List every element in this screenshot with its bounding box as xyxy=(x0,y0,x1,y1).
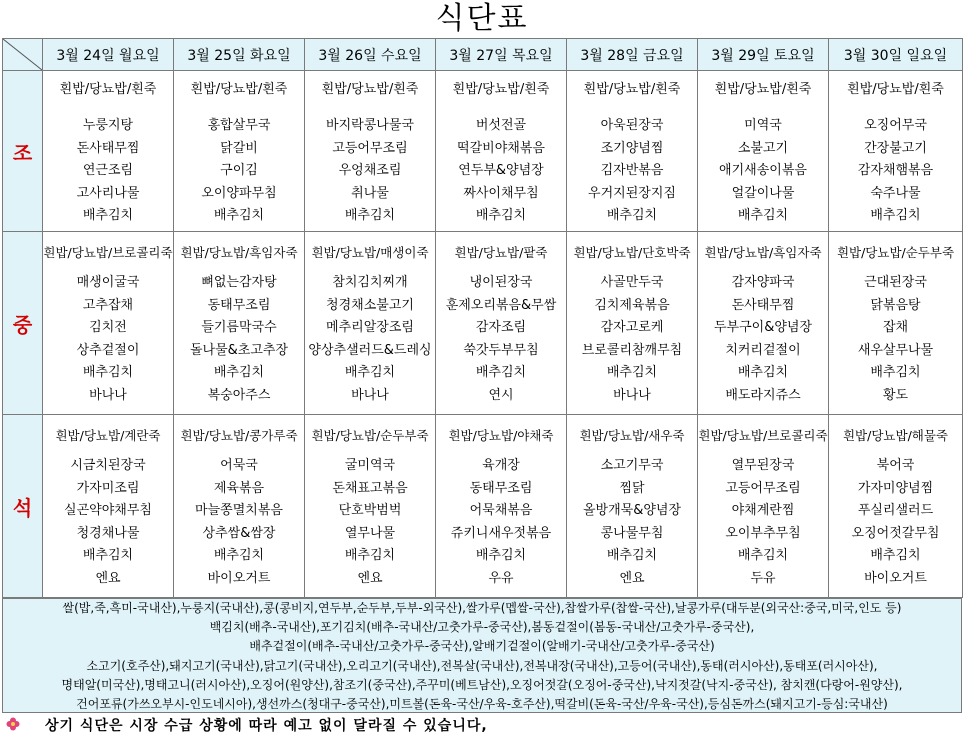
menu-item: 쥬키니새우젓볶음 xyxy=(450,525,552,541)
menu-item: 구이김 xyxy=(220,163,258,178)
menu-item: 시금치된장국 xyxy=(70,458,146,473)
origin-line: 소고기(호주산),돼지고기(국내산),닭고기(국내산),오리고기(국내산),전복살(국내산),전복내장(국내산),고등어(국내산),동태(러시아산),동태포(러시아산), xyxy=(86,658,878,673)
menu-item: 상추겉절이 xyxy=(76,342,140,358)
menu-cell xyxy=(305,415,436,598)
menu-item: 뼈없는감자탕 xyxy=(201,275,277,290)
menu-item: 김자반볶음 xyxy=(600,163,664,178)
menu-item: 배추김치 xyxy=(344,548,396,563)
origin-line: 백김치(배추-국내산),포기김치(배추-국내산/고춧가루-중국산),봄동겉절이(봄동-국내산/고춧가루-중국산), xyxy=(209,620,755,635)
menu-item: 엔요 xyxy=(619,570,645,586)
menu-cell xyxy=(43,71,174,232)
day-header: 3월 25일 화요일 xyxy=(174,39,305,71)
menu-item: 배추김치 xyxy=(737,548,789,563)
day-header: 3월 28일 금요일 xyxy=(567,39,698,71)
menu-item: 연두부&양념장 xyxy=(458,163,544,178)
menu-item: 아욱된장국 xyxy=(600,118,664,133)
menu-item: 엔요 xyxy=(95,570,121,586)
rice-porridge-item: 흰밥/당뇨밥/흑임자죽 xyxy=(704,245,822,260)
menu-item: 소고기무국 xyxy=(600,458,664,473)
menu-item: 김치전 xyxy=(89,320,127,335)
menu-item: 동태무조림 xyxy=(469,480,533,496)
menu-item: 배추김치 xyxy=(870,208,921,223)
menu-item: 배추김치 xyxy=(213,208,265,223)
menu-item: 배추김치 xyxy=(82,208,134,223)
menu-item: 숙주나물 xyxy=(870,185,921,201)
menu-cell xyxy=(567,415,698,598)
menu-item: 돈사태무찜 xyxy=(76,140,140,156)
menu-item: 매생이굴국 xyxy=(76,275,140,290)
menu-item: 바이오거트 xyxy=(864,570,927,586)
menu-item: 들기름막국수 xyxy=(201,320,277,335)
menu-cell xyxy=(174,232,305,415)
menu-item: 닭볶음탕 xyxy=(870,297,921,313)
meal-label: 조 xyxy=(3,71,43,232)
menu-item: 바지락콩나물국 xyxy=(326,118,414,133)
rice-porridge-item: 흰밥/당뇨밥/단호박죽 xyxy=(573,245,691,260)
menu-item: 훈제오리볶음&무쌈 xyxy=(445,297,557,313)
menu-item: 배추김치 xyxy=(870,365,921,380)
menu-cell xyxy=(43,232,174,415)
menu-item: 감자채햄볶음 xyxy=(857,163,934,178)
menu-item: 배추김치 xyxy=(475,365,527,380)
menu-cell xyxy=(174,415,305,598)
menu-item: 두유 xyxy=(750,570,776,586)
menu-item: 푸실리샐러드 xyxy=(857,503,934,518)
menu-item: 참치김치찌개 xyxy=(332,275,408,290)
notice xyxy=(0,713,964,740)
menu-cell xyxy=(436,232,567,415)
rice-porridge-item: 흰밥/당뇨밥/브로콜리죽 xyxy=(698,428,828,443)
menu-item: 오이양파무침 xyxy=(201,185,277,201)
menu-item: 간장불고기 xyxy=(864,140,927,156)
rice-porridge-item: 흰밥/당뇨밥/야채죽 xyxy=(448,428,554,443)
menu-item: 감자양파국 xyxy=(731,275,795,290)
menu-item: 치커리겉절이 xyxy=(725,342,801,358)
menu-item: 야채계란찜 xyxy=(731,503,795,518)
rice-porridge-item: 흰밥/당뇨밥/새우죽 xyxy=(579,428,685,443)
menu-item: 배추김치 xyxy=(82,548,134,563)
menu-cell xyxy=(829,415,963,598)
menu-item: 굴미역국 xyxy=(344,458,396,473)
menu-cell xyxy=(698,415,829,598)
rice-porridge-item: 흰밥/당뇨밥/흰죽 xyxy=(190,82,288,97)
menu-item: 배추김치 xyxy=(737,365,789,380)
menu-item: 버섯전골 xyxy=(475,118,527,133)
meal-label: 석 xyxy=(3,415,43,598)
menu-cell xyxy=(174,71,305,232)
menu-cell xyxy=(698,71,829,232)
origin-line: 쌀(밥,죽,흑미-국내산),누룽지(국내산),콩(콩비지,연두부,순두부,두부-외국산),쌀가루(멥쌀-국산),찹쌀가루(찹쌀-국산),날콩가루(대두분(외국산:중국,미국,인도 등) xyxy=(62,601,902,615)
corner-cell xyxy=(3,39,43,71)
menu-item: 북어국 xyxy=(876,458,915,473)
menu-item: 감자고로케 xyxy=(600,320,664,335)
menu-cell xyxy=(305,232,436,415)
menu-item: 배추김치 xyxy=(475,548,527,563)
menu-item: 고등어무조림 xyxy=(725,480,801,496)
rice-porridge-item: 흰밥/당뇨밥/해물죽 xyxy=(842,428,949,443)
menu-item: 홍합살무국 xyxy=(207,118,271,133)
day-header: 3월 27일 목요일 xyxy=(436,39,567,71)
menu-item: 배추김치 xyxy=(344,208,396,223)
rice-porridge-item: 흰밥/당뇨밥/팥죽 xyxy=(454,245,548,260)
rice-porridge-item: 흰밥/당뇨밥/흰죽 xyxy=(714,82,812,97)
menu-item: 배추김치 xyxy=(606,548,658,563)
page-title: 식단표 xyxy=(435,1,529,36)
menu-item: 우거지된장지짐 xyxy=(588,185,676,201)
menu-item: 어묵채볶음 xyxy=(469,503,533,518)
diagonal-divider-icon xyxy=(3,39,42,70)
menu-item: 황도 xyxy=(882,387,909,403)
origin-line: 건어포류(가쓰오부시-인도네시아),생선까스(청대구-중국산),미트볼(돈육-국산/우육-호주산),떡갈비(돈육-국산/우육-국산),등심돈까스(돼지고기-등심:국내산) xyxy=(76,697,888,712)
menu-item: 연시 xyxy=(488,387,514,403)
menu-item: 실곤약야채무침 xyxy=(64,503,152,518)
menu-item: 근대된장국 xyxy=(864,275,927,290)
menu-item: 조기양념찜 xyxy=(600,140,664,156)
menu-item: 쑥갓두부무침 xyxy=(463,342,539,358)
rice-porridge-item: 흰밥/당뇨밥/계란죽 xyxy=(55,428,161,443)
menu-item: 누룽지탕 xyxy=(82,118,134,133)
menu-item: 청경채소불고기 xyxy=(326,297,414,313)
menu-item: 배추김치 xyxy=(213,365,265,380)
menu-item: 바나나 xyxy=(613,387,651,403)
menu-item: 마늘쫑멸치볶음 xyxy=(195,503,283,518)
menu-item: 바나나 xyxy=(89,387,127,403)
menu-cell xyxy=(43,415,174,598)
meal-label: 중 xyxy=(3,232,43,415)
menu-item: 김치제육볶음 xyxy=(594,297,670,313)
menu-table xyxy=(2,38,963,598)
menu-cell xyxy=(305,71,436,232)
rice-porridge-item: 흰밥/당뇨밥/흑임자죽 xyxy=(180,245,298,260)
menu-item: 올방개묵&양념장 xyxy=(582,503,682,518)
menu-item: 양상추샐러드&드레싱 xyxy=(308,342,432,358)
menu-item: 배추김치 xyxy=(606,208,658,223)
menu-cell xyxy=(436,71,567,232)
menu-item: 가자미조림 xyxy=(76,480,140,496)
menu-cell xyxy=(436,415,567,598)
menu-item: 돈채표고볶음 xyxy=(332,480,408,496)
menu-item: 배추김치 xyxy=(344,365,396,380)
menu-item: 고등어무조림 xyxy=(332,140,408,156)
menu-cell xyxy=(567,71,698,232)
rice-porridge-item: 흰밥/당뇨밥/흰죽 xyxy=(59,82,157,97)
origin-line: 명태알(미국산),명태고니(러시아산),오징어(원양산),참조기(중국산),주꾸미(베트남산),오징어젓갈(오징어-중국산),낙지젓갈(낙지-중국산), 참치캔(다랑어-원양산), xyxy=(61,677,903,692)
menu-item: 짜사이채무침 xyxy=(463,185,539,201)
day-header: 3월 29일 토요일 xyxy=(698,39,829,71)
menu-item: 배추김치 xyxy=(82,365,134,380)
menu-item: 단호박범벅 xyxy=(338,503,402,518)
menu-cell xyxy=(698,232,829,415)
meal-row-dinner xyxy=(3,415,963,598)
menu-item: 엔요 xyxy=(357,570,383,586)
menu-item: 열무된장국 xyxy=(731,458,795,473)
menu-item: 우유 xyxy=(488,570,514,586)
day-header-row xyxy=(3,39,963,71)
rice-porridge-item: 흰밥/당뇨밥/흰죽 xyxy=(321,82,419,97)
menu-item: 돌나물&초고추장 xyxy=(189,342,289,358)
menu-item: 연근조림 xyxy=(82,163,134,178)
meal-row-breakfast xyxy=(3,71,963,232)
menu-item: 닭갈비 xyxy=(220,140,258,156)
menu-item: 애기새송이볶음 xyxy=(719,163,807,178)
meal-row-lunch xyxy=(3,232,963,415)
rice-porridge-item: 흰밥/당뇨밥/브로콜리죽 xyxy=(43,245,173,260)
menu-cell xyxy=(829,232,963,415)
rice-porridge-item: 흰밥/당뇨밥/매생이죽 xyxy=(311,245,429,260)
menu-item: 돈사태무찜 xyxy=(731,297,795,313)
menu-item: 소불고기 xyxy=(737,140,789,156)
menu-item: 찜닭 xyxy=(619,480,645,496)
menu-item: 오징어무국 xyxy=(864,118,927,133)
flower-icon xyxy=(6,717,20,731)
origin-line: 배추겉절이(배추-국내산/고춧가루-중국산),알배기겉절이(알배기-국내산/고춧가루-중국산) xyxy=(249,639,715,654)
menu-item: 미역국 xyxy=(744,118,782,133)
menu-item: 감자조림 xyxy=(475,320,527,335)
menu-item: 얼갈이나물 xyxy=(731,185,795,201)
menu-item: 배추김치 xyxy=(475,208,527,223)
rice-porridge-item: 흰밥/당뇨밥/순두부죽 xyxy=(836,245,955,260)
menu-item: 바나나 xyxy=(351,387,389,403)
menu-item: 냉이된장국 xyxy=(469,275,533,290)
menu-cell xyxy=(567,232,698,415)
day-header: 3월 30일 일요일 xyxy=(829,39,963,71)
menu-item: 사골만두국 xyxy=(600,275,664,290)
menu-item: 가자미양념찜 xyxy=(857,480,934,496)
menu-item: 어묵국 xyxy=(220,458,258,473)
origin-info xyxy=(2,598,962,713)
notice-text: 상기 식단은 시장 수급 상황에 따라 예고 없이 달라질 수 있습니다, xyxy=(45,718,488,734)
menu-item: 배추김치 xyxy=(870,548,921,563)
rice-porridge-item: 흰밥/당뇨밥/흰죽 xyxy=(452,82,550,97)
menu-item: 바이오거트 xyxy=(207,570,271,586)
menu-item: 육개장 xyxy=(482,458,520,473)
menu-item: 배추김치 xyxy=(737,208,789,223)
menu-item: 잡채 xyxy=(882,320,909,335)
menu-cell xyxy=(829,71,963,232)
rice-porridge-item: 흰밥/당뇨밥/콩가루죽 xyxy=(180,428,298,443)
menu-item: 새우살무나물 xyxy=(857,342,934,358)
menu-item: 동태무조림 xyxy=(207,297,271,313)
menu-item: 우엉채조림 xyxy=(338,163,402,178)
menu-item: 오징어젓갈무침 xyxy=(851,525,940,541)
menu-item: 제육볶음 xyxy=(213,480,265,496)
menu-item: 배추김치 xyxy=(213,548,265,563)
day-header: 3월 26일 수요일 xyxy=(305,39,436,71)
menu-item: 오이부추무침 xyxy=(725,525,801,541)
menu-item: 열무나물 xyxy=(344,525,396,541)
rice-porridge-item: 흰밥/당뇨밥/순두부죽 xyxy=(311,428,429,443)
menu-item: 배추김치 xyxy=(606,365,658,380)
menu-item: 복숭아주스 xyxy=(207,387,271,403)
menu-item: 배도라지쥬스 xyxy=(725,387,801,403)
menu-item: 청경채나물 xyxy=(76,525,140,541)
rice-porridge-item: 흰밥/당뇨밥/흰죽 xyxy=(847,82,944,97)
rice-porridge-item: 흰밥/당뇨밥/흰죽 xyxy=(583,82,681,97)
menu-item: 고추잡채 xyxy=(82,297,134,313)
menu-item: 브로콜리참깨무침 xyxy=(581,342,683,358)
menu-item: 고사리나물 xyxy=(76,185,140,201)
menu-item: 두부구이&양념장 xyxy=(713,320,813,335)
menu-item: 메추리알장조림 xyxy=(326,320,414,335)
menu-item: 상추쌈&쌈장 xyxy=(202,525,276,541)
menu-item: 취나물 xyxy=(351,185,389,201)
menu-item: 떡갈비야채볶음 xyxy=(457,140,545,156)
menu-item: 콩나물무침 xyxy=(600,525,664,541)
day-header: 3월 24일 월요일 xyxy=(43,39,174,71)
